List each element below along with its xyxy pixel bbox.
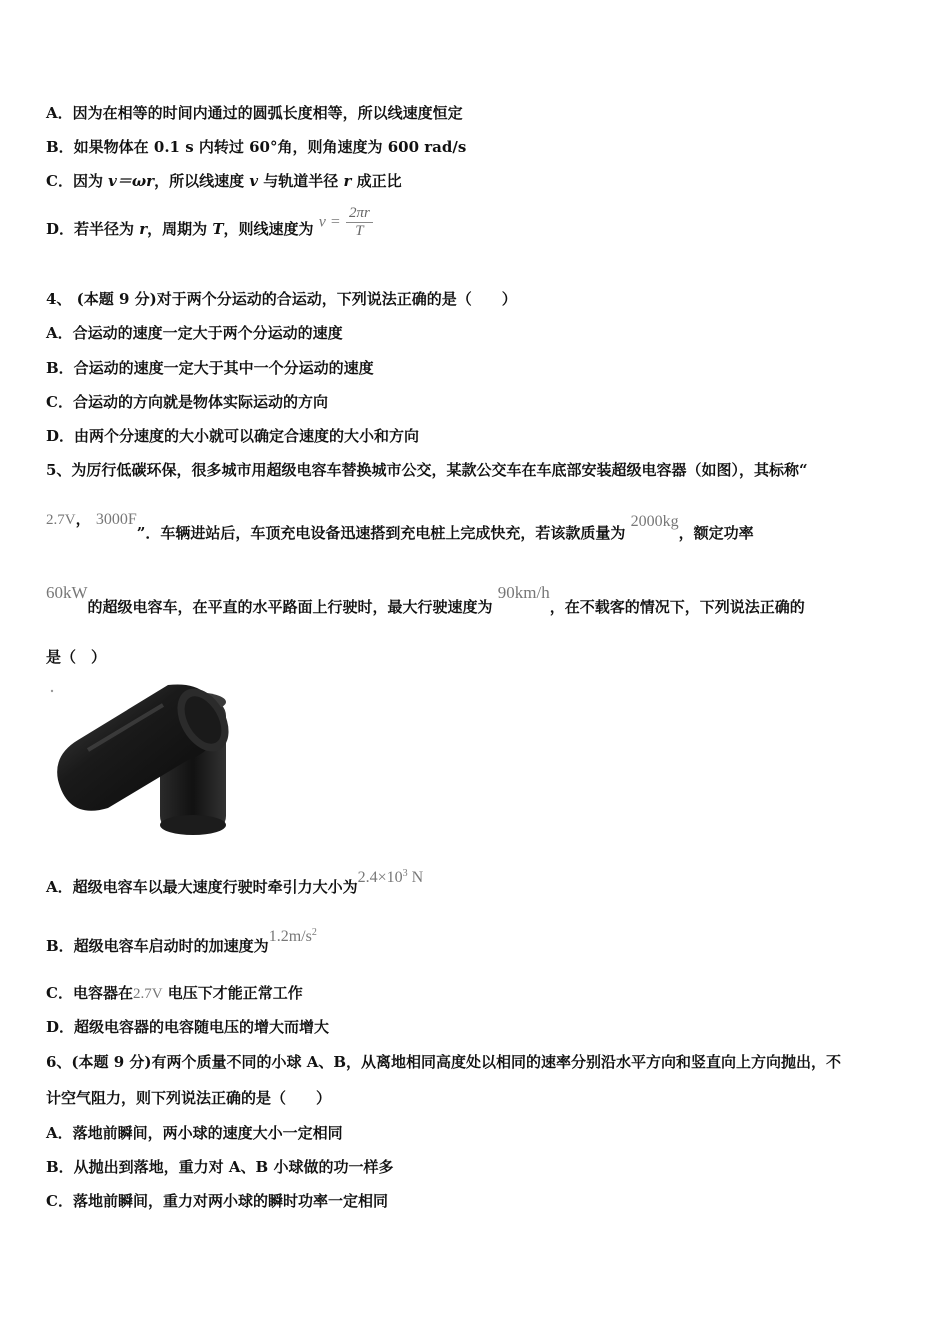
q5-stem-line1: 5、为厉行低碳环保，很多城市用超级电容车替换城市公交，某款公交车在车底部安装超级电容器（如图），其标称“ bbox=[46, 461, 808, 479]
supercapacitor-photo bbox=[48, 680, 233, 840]
q5-stem-line2 bbox=[46, 508, 754, 542]
q5-mass: 2000kg bbox=[630, 513, 679, 530]
q5-stem-line4: 是（ ） bbox=[46, 648, 107, 666]
q3-d-post: ，则线速度为 bbox=[223, 220, 314, 238]
q3-d-t: T bbox=[212, 220, 224, 238]
q5-option-c bbox=[46, 982, 303, 1003]
q3-option-d bbox=[46, 205, 373, 240]
q5-stem-end: ，额定功率 bbox=[678, 524, 754, 542]
q5-speed: 90km/h bbox=[497, 583, 550, 602]
q5-a-value: 2.4×10 bbox=[357, 869, 403, 886]
q5-stem-line3 bbox=[46, 582, 805, 616]
q3-option-c bbox=[46, 170, 402, 191]
q3-d-fraction bbox=[346, 205, 373, 240]
q5-power: 60kW bbox=[46, 583, 88, 602]
q5-c-pre: C．电容器在 bbox=[46, 984, 133, 1002]
q3-option-b: B．如果物体在 0.1 s 内转过 60°角，则角速度为 600 rad/s bbox=[46, 138, 467, 156]
q6-option-b: B．从抛出到落地，重力对 A、B 小球做的功一样多 bbox=[46, 1158, 394, 1176]
q5-b-text: B．超级电容车启动时的加速度为 bbox=[46, 937, 269, 955]
q6-option-c: C．落地前瞬间，重力对两小球的瞬时功率一定相同 bbox=[46, 1192, 388, 1210]
q3-c-pre: C．因为 bbox=[46, 172, 109, 190]
q5-a-exp: 3 bbox=[402, 868, 408, 879]
q3-d-fraction-num: 2πr bbox=[346, 205, 373, 223]
q5-b-value: 1.2m/s bbox=[268, 928, 312, 945]
q4-option-c: C．合运动的方向就是物体实际运动的方向 bbox=[46, 393, 328, 411]
q6-option-a: A．落地前瞬间，两小球的速度大小一定相同 bbox=[46, 1124, 343, 1142]
q5-option-b bbox=[46, 925, 317, 955]
q4-option-b: B．合运动的速度一定大于其中一个分运动的速度 bbox=[46, 359, 374, 377]
q5-a-unit: N bbox=[407, 869, 424, 886]
q5-option-a bbox=[46, 866, 424, 896]
q3-d-formula-lhs: v = bbox=[318, 213, 341, 231]
q5-capacitance-rating: 3000F bbox=[95, 511, 137, 528]
q5-comma: ， bbox=[75, 510, 91, 528]
q3-c-r: r bbox=[343, 172, 352, 190]
q4-option-a: A．合运动的速度一定大于两个分运动的速度 bbox=[46, 324, 343, 342]
q3-d-fraction-den: T bbox=[355, 223, 364, 239]
q3-c-end: 成正比 bbox=[351, 172, 402, 190]
q5-stem-line3-end: ，在不载客的情况下，下列说法正确的 bbox=[549, 598, 805, 616]
q3-d-mid: ，周期为 bbox=[147, 220, 213, 238]
q4-option-d: D．由两个分速度的大小就可以确定合速度的大小和方向 bbox=[46, 427, 420, 445]
q5-c-post: 电压下才能正常工作 bbox=[167, 984, 303, 1002]
q5-a-text: A．超级电容车以最大速度行驶时牵引力大小为 bbox=[46, 878, 358, 896]
q5-stem-mid: ”．车辆进站后，车顶充电设备迅速搭到充电桩上完成快充，若该款质量为 bbox=[136, 524, 626, 542]
q5-stem-line3-mid: 的超级电容车，在平直的水平路面上行驶时，最大行驶速度为 bbox=[87, 598, 493, 616]
q3-d-pre: D．若半径为 bbox=[46, 220, 140, 238]
q3-c-mid: ，所以线速度 bbox=[154, 172, 250, 190]
q3-c-v: v bbox=[249, 172, 259, 190]
q5-b-exp: 2 bbox=[311, 927, 317, 938]
q3-d-r: r bbox=[139, 220, 148, 238]
q3-c-post: 与轨道半径 bbox=[258, 172, 344, 190]
q5-c-value: 2.7V bbox=[132, 986, 163, 1002]
q6-stem-line1: 6、(本题 9 分)有两个质量不同的小球 A、B，从离地相同高度处以相同的速率分别沿水平方向和竖直向上方向抛出，不 bbox=[46, 1053, 842, 1071]
q5-option-d: D．超级电容器的电容随电压的增大而增大 bbox=[46, 1018, 330, 1036]
q3-option-a: A．因为在相等的时间内通过的圆弧长度相等，所以线速度恒定 bbox=[46, 104, 463, 122]
q6-stem-line2: 计空气阻力，则下列说法正确的是（ ） bbox=[46, 1089, 332, 1107]
q4-stem: 4、 (本题 9 分)对于两个分运动的合运动，下列说法正确的是（ ） bbox=[46, 290, 517, 308]
q3-c-formula: v＝ωr bbox=[108, 172, 155, 190]
q5-voltage-rating: 2.7V bbox=[46, 512, 76, 528]
